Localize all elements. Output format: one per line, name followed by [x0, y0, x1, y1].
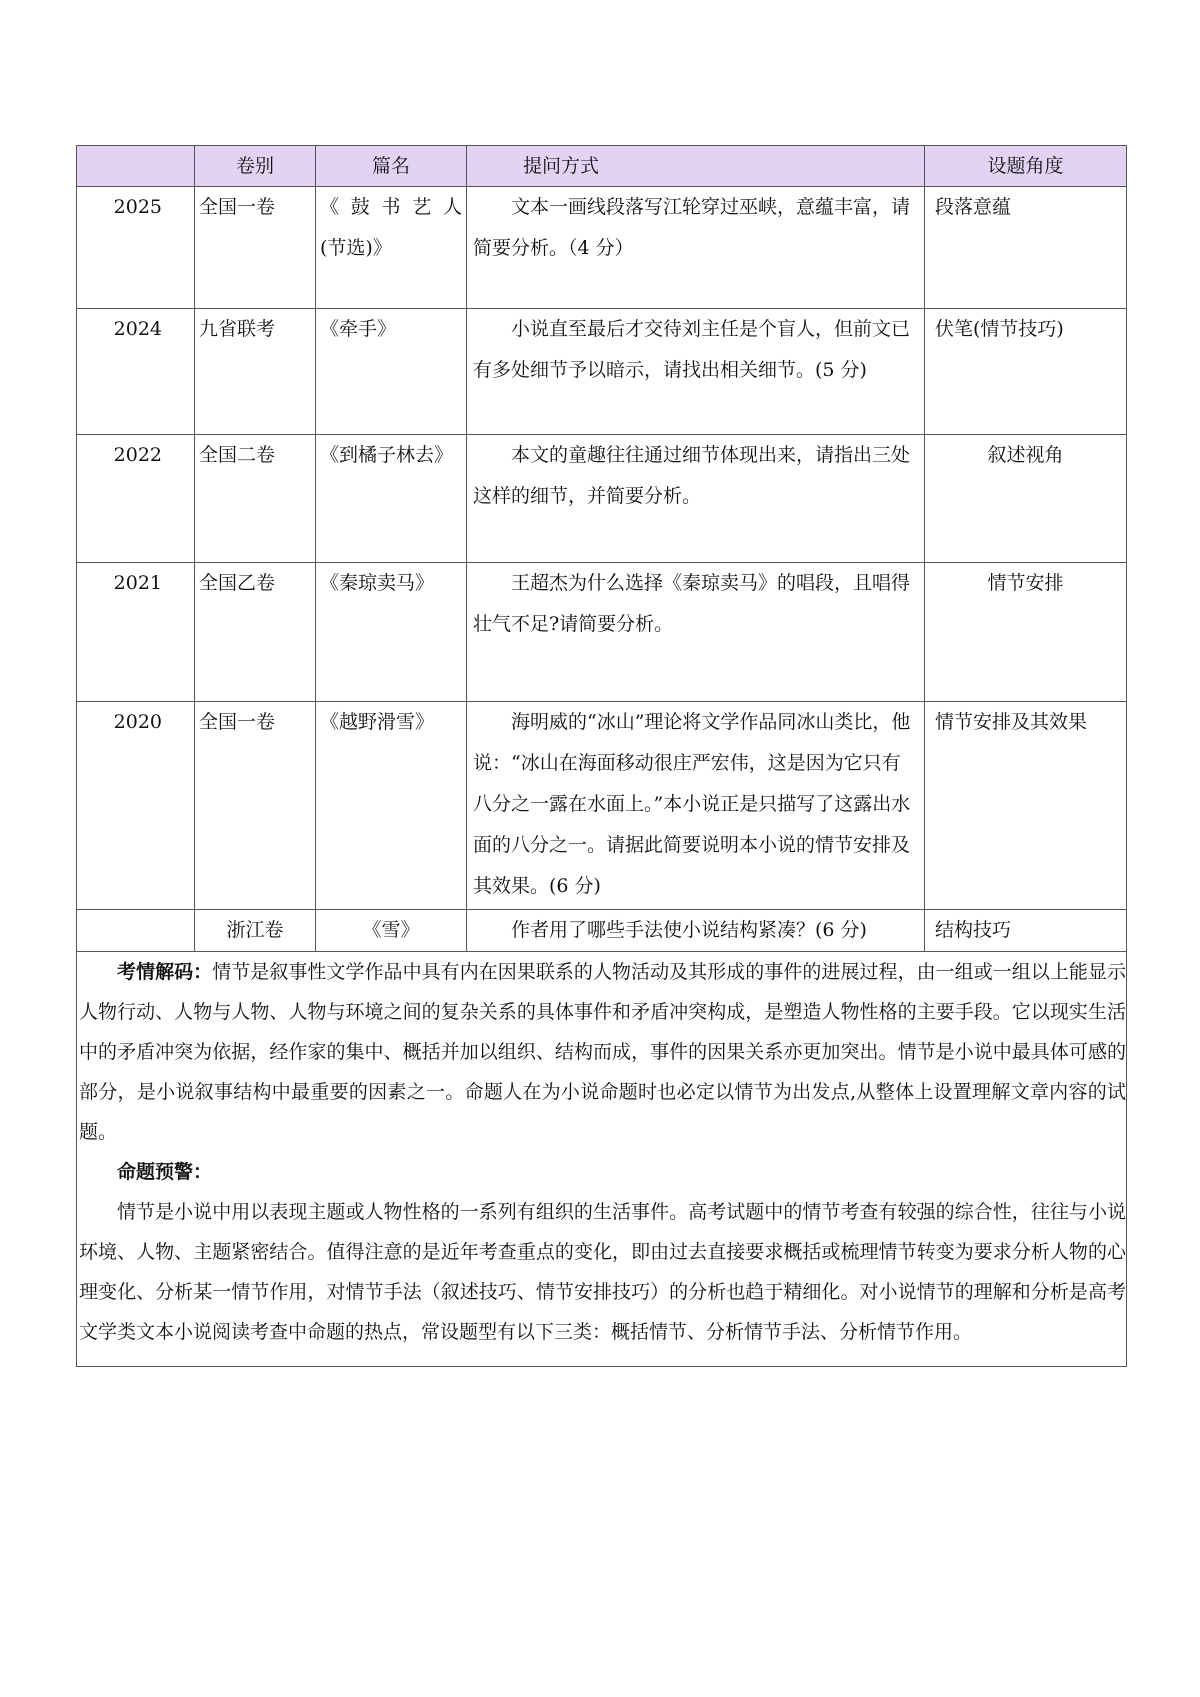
paper-cell: 九省联考	[195, 309, 316, 435]
table-row	[77, 309, 1127, 435]
analysis-text: 情节是叙事性文学作品中具有内在因果联系的人物活动及其形成的事件的进展过程，由一组或一组以上能显示人物行动、人物与人物、人物与环境之间的复杂关系的具体事件和矛盾冲突构成，是塑造人物性格的主要手段。它以现实生活中的矛盾冲突为依据，经作家的集中、概括并加以组织、结构而成，事件的因果关系亦更加突出。情节是小说中最具体可感的部分，是小说叙事结构中最重要的因素之一。命题人在为小说命题时也必定以情节为出发点,从整体上设置理解文章内容的试题。	[79, 961, 1126, 1143]
paper-cell: 全国二卷	[195, 435, 316, 563]
analysis-paragraph	[79, 952, 1126, 1152]
notes-row	[77, 952, 1127, 1367]
title-cell: 《雪》	[316, 910, 467, 952]
question-cell: 王超杰为什么选择《秦琼卖马》的唱段，且唱得壮气不足?请简要分析。	[467, 563, 925, 702]
title-cell	[316, 187, 467, 309]
header-paper: 卷别	[195, 146, 316, 187]
year-cell: 2025	[77, 187, 195, 309]
paper-cell: 浙江卷	[195, 910, 316, 952]
angle-cell: 情节安排及其效果	[925, 702, 1127, 910]
paper-cell: 全国一卷	[195, 187, 316, 309]
warning-heading	[79, 1152, 1126, 1192]
year-cell: 2022	[77, 435, 195, 563]
question-cell: 小说直至最后才交待刘主任是个盲人，但前文已有多处细节予以暗示，请找出相关细节。(5 分)	[467, 309, 925, 435]
analysis-label: 考情解码：	[117, 961, 213, 983]
header-question: 提问方式	[467, 146, 925, 187]
title-cell: 《到橘子林去》	[316, 435, 467, 563]
header-year	[77, 146, 195, 187]
title-cell: 《秦琼卖马》	[316, 563, 467, 702]
year-cell	[77, 910, 195, 952]
angle-cell: 情节安排	[925, 563, 1127, 702]
angle-cell: 伏笔(情节技巧)	[925, 309, 1127, 435]
notes-cell	[77, 952, 1127, 1367]
title-line: (节选)》	[320, 237, 392, 259]
header-title: 篇名	[316, 146, 467, 187]
question-cell: 作者用了哪些手法使小说结构紧凑？(6 分)	[467, 910, 925, 952]
table-row	[77, 563, 1127, 702]
question-cell: 文本一画线段落写江轮穿过巫峡，意蕴丰富，请简要分析。（4 分）	[467, 187, 925, 309]
title-cell: 《牵手》	[316, 309, 467, 435]
title-line: 《鼓书艺人	[320, 196, 462, 218]
table-header-row	[77, 146, 1127, 187]
exam-question-table	[76, 145, 1127, 1367]
question-cell: 本文的童趣往往通过细节体现出来，请指出三处这样的细节，并简要分析。	[467, 435, 925, 563]
warning-label: 命题预警：	[117, 1161, 213, 1183]
angle-cell: 结构技巧	[925, 910, 1127, 952]
table-row	[77, 702, 1127, 910]
year-cell: 2020	[77, 702, 195, 910]
angle-cell: 段落意蕴	[925, 187, 1127, 309]
warning-paragraph: 情节是小说中用以表现主题或人物性格的一系列有组织的生活事件。高考试题中的情节考查有较强的综合性，往往与小说环境、人物、主题紧密结合。值得注意的是近年考查重点的变化，即由过去直接要求概括或梳理情节转变为要求分析人物的心理变化、分析某一情节作用，对情节手法（叙述技巧、情节安排技巧）的分析也趋于精细化。对小说情节的理解和分析是高考文学类文本小说阅读考查中命题的热点，常设题型有以下三类：概括情节、分析情节手法、分析情节作用。	[79, 1201, 1126, 1343]
year-cell: 2024	[77, 309, 195, 435]
paper-cell: 全国乙卷	[195, 563, 316, 702]
table-row	[77, 187, 1127, 309]
question-cell: 海明威的“冰山”理论将文学作品同冰山类比，他说：“冰山在海面移动很庄严宏伟，这是因为它只有八分之一露在水面上。”本小说正是只描写了这露出水面的八分之一。请据此简要说明本小说的情节安排及其效果。(6 分)	[467, 702, 925, 910]
header-angle: 设题角度	[925, 146, 1127, 187]
angle-cell: 叙述视角	[925, 435, 1127, 563]
title-cell: 《越野滑雪》	[316, 702, 467, 910]
table-row	[77, 910, 1127, 952]
table-row	[77, 435, 1127, 563]
paper-cell: 全国一卷	[195, 702, 316, 910]
year-cell: 2021	[77, 563, 195, 702]
